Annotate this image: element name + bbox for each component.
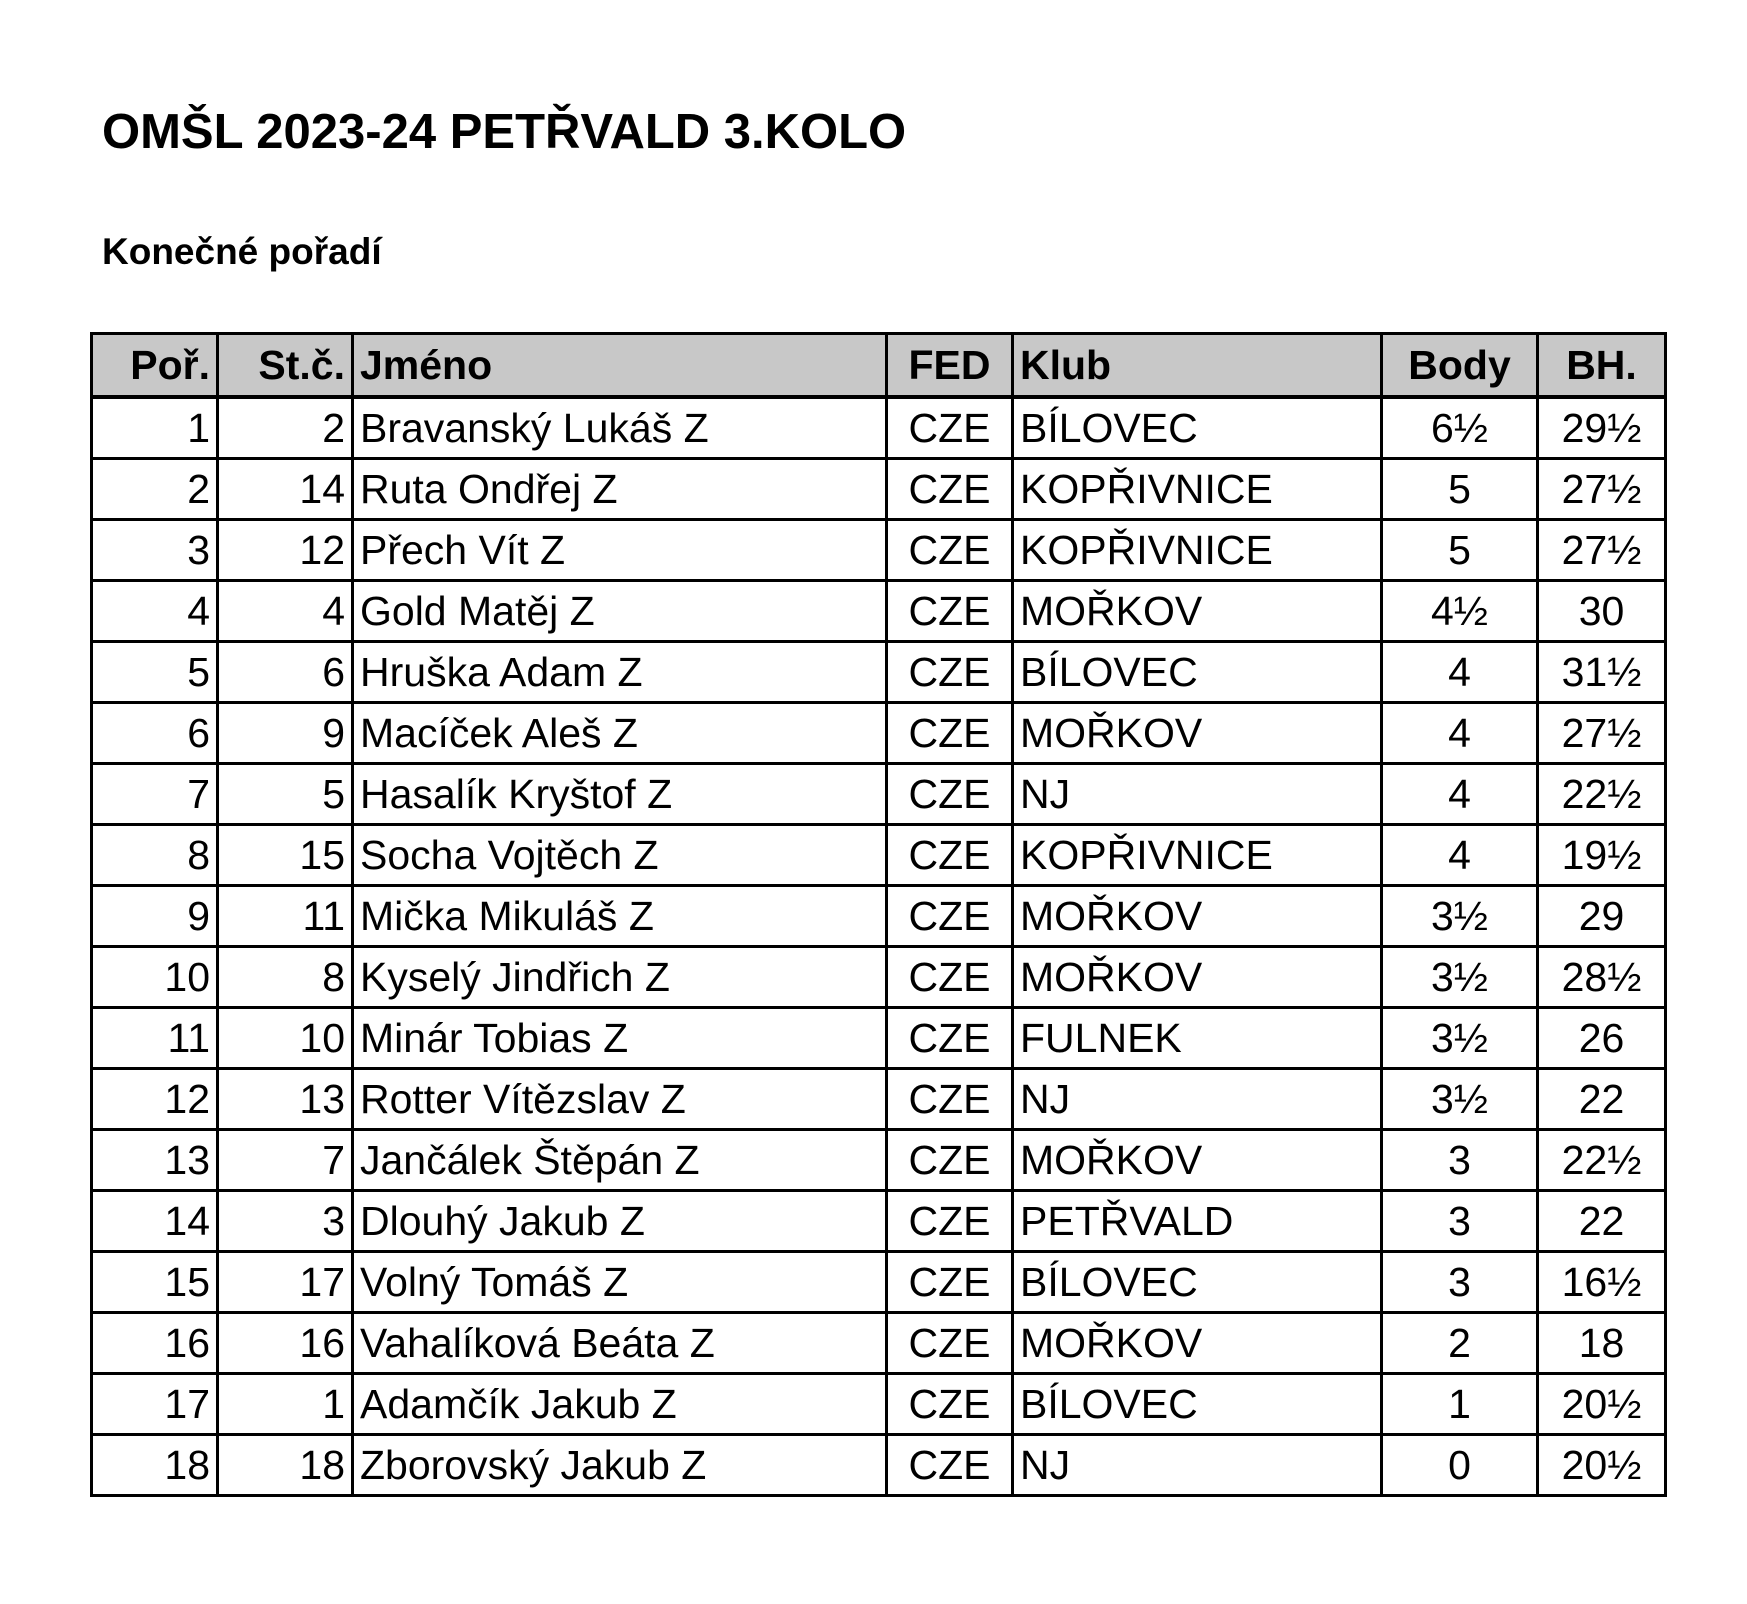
cell-federation: CZE — [887, 1252, 1013, 1313]
cell-federation: CZE — [887, 581, 1013, 642]
cell-rank: 9 — [92, 886, 218, 947]
cell-federation: CZE — [887, 886, 1013, 947]
cell-rank: 8 — [92, 825, 218, 886]
cell-club: MOŘKOV — [1013, 886, 1382, 947]
cell-name: Gold Matěj Z — [353, 581, 887, 642]
cell-name: Zborovský Jakub Z — [353, 1435, 887, 1496]
header-name: Jméno — [353, 334, 887, 398]
cell-start-number: 1 — [218, 1374, 353, 1435]
cell-points: 3 — [1382, 1191, 1538, 1252]
cell-rank: 12 — [92, 1069, 218, 1130]
cell-club: FULNEK — [1013, 1008, 1382, 1069]
cell-start-number: 2 — [218, 397, 353, 459]
cell-points: 4 — [1382, 703, 1538, 764]
cell-start-number: 5 — [218, 764, 353, 825]
cell-name: Macíček Aleš Z — [353, 703, 887, 764]
cell-federation: CZE — [887, 397, 1013, 459]
cell-points: 3 — [1382, 1252, 1538, 1313]
table-row — [92, 1191, 1666, 1252]
cell-rank: 14 — [92, 1191, 218, 1252]
cell-buchholz: 26 — [1538, 1008, 1666, 1069]
cell-name: Dlouhý Jakub Z — [353, 1191, 887, 1252]
cell-buchholz: 28½ — [1538, 947, 1666, 1008]
cell-start-number: 16 — [218, 1313, 353, 1374]
cell-club: MOŘKOV — [1013, 947, 1382, 1008]
cell-start-number: 17 — [218, 1252, 353, 1313]
cell-club: KOPŘIVNICE — [1013, 825, 1382, 886]
cell-club: MOŘKOV — [1013, 581, 1382, 642]
cell-federation: CZE — [887, 825, 1013, 886]
cell-buchholz: 27½ — [1538, 459, 1666, 520]
cell-buchholz: 29½ — [1538, 397, 1666, 459]
cell-name: Vahalíková Beáta Z — [353, 1313, 887, 1374]
cell-name: Jančálek Štěpán Z — [353, 1130, 887, 1191]
cell-start-number: 10 — [218, 1008, 353, 1069]
cell-points: 4 — [1382, 825, 1538, 886]
cell-name: Socha Vojtěch Z — [353, 825, 887, 886]
cell-buchholz: 31½ — [1538, 642, 1666, 703]
cell-points: 6½ — [1382, 397, 1538, 459]
cell-club: NJ — [1013, 764, 1382, 825]
cell-points: 4 — [1382, 642, 1538, 703]
cell-points: 2 — [1382, 1313, 1538, 1374]
cell-points: 3½ — [1382, 1069, 1538, 1130]
cell-buchholz: 20½ — [1538, 1374, 1666, 1435]
cell-rank: 4 — [92, 581, 218, 642]
cell-federation: CZE — [887, 947, 1013, 1008]
cell-federation: CZE — [887, 764, 1013, 825]
table-row — [92, 397, 1666, 459]
cell-federation: CZE — [887, 642, 1013, 703]
cell-federation: CZE — [887, 1374, 1013, 1435]
cell-points: 5 — [1382, 520, 1538, 581]
cell-federation: CZE — [887, 1313, 1013, 1374]
cell-rank: 16 — [92, 1313, 218, 1374]
cell-start-number: 8 — [218, 947, 353, 1008]
cell-club: KOPŘIVNICE — [1013, 520, 1382, 581]
cell-rank: 7 — [92, 764, 218, 825]
cell-rank: 6 — [92, 703, 218, 764]
table-body — [92, 397, 1666, 1496]
table-row — [92, 1069, 1666, 1130]
header-club: Klub — [1013, 334, 1382, 398]
cell-name: Volný Tomáš Z — [353, 1252, 887, 1313]
header-federation: FED — [887, 334, 1013, 398]
cell-club: KOPŘIVNICE — [1013, 459, 1382, 520]
cell-buchholz: 27½ — [1538, 520, 1666, 581]
cell-points: 3½ — [1382, 886, 1538, 947]
cell-start-number: 9 — [218, 703, 353, 764]
table-row — [92, 1252, 1666, 1313]
table-row — [92, 520, 1666, 581]
cell-start-number: 15 — [218, 825, 353, 886]
cell-rank: 18 — [92, 1435, 218, 1496]
cell-club: NJ — [1013, 1069, 1382, 1130]
cell-points: 3½ — [1382, 1008, 1538, 1069]
cell-rank: 11 — [92, 1008, 218, 1069]
table-row — [92, 825, 1666, 886]
table-row — [92, 1313, 1666, 1374]
header-start-number: St.č. — [218, 334, 353, 398]
cell-federation: CZE — [887, 703, 1013, 764]
table-row — [92, 581, 1666, 642]
table-row — [92, 886, 1666, 947]
cell-club: MOŘKOV — [1013, 1313, 1382, 1374]
cell-start-number: 3 — [218, 1191, 353, 1252]
cell-name: Hruška Adam Z — [353, 642, 887, 703]
cell-rank: 2 — [92, 459, 218, 520]
cell-federation: CZE — [887, 1069, 1013, 1130]
cell-club: BÍLOVEC — [1013, 397, 1382, 459]
cell-rank: 15 — [92, 1252, 218, 1313]
table-row — [92, 764, 1666, 825]
cell-start-number: 6 — [218, 642, 353, 703]
cell-buchholz: 22 — [1538, 1191, 1666, 1252]
header-rank: Poř. — [92, 334, 218, 398]
cell-name: Přech Vít Z — [353, 520, 887, 581]
cell-federation: CZE — [887, 1191, 1013, 1252]
cell-points: 4 — [1382, 764, 1538, 825]
cell-name: Rotter Vítězslav Z — [353, 1069, 887, 1130]
cell-start-number: 12 — [218, 520, 353, 581]
cell-federation: CZE — [887, 1130, 1013, 1191]
header-points: Body — [1382, 334, 1538, 398]
document-subtitle: Konečné pořadí — [102, 231, 382, 272]
table-row — [92, 459, 1666, 520]
cell-start-number: 7 — [218, 1130, 353, 1191]
cell-rank: 10 — [92, 947, 218, 1008]
cell-start-number: 14 — [218, 459, 353, 520]
cell-federation: CZE — [887, 520, 1013, 581]
header-buchholz: BH. — [1538, 334, 1666, 398]
table-row — [92, 1374, 1666, 1435]
cell-club: MOŘKOV — [1013, 703, 1382, 764]
cell-buchholz: 18 — [1538, 1313, 1666, 1374]
cell-start-number: 18 — [218, 1435, 353, 1496]
cell-points: 1 — [1382, 1374, 1538, 1435]
table-row — [92, 703, 1666, 764]
cell-buchholz: 16½ — [1538, 1252, 1666, 1313]
cell-club: NJ — [1013, 1435, 1382, 1496]
cell-start-number: 4 — [218, 581, 353, 642]
cell-club: MOŘKOV — [1013, 1130, 1382, 1191]
cell-federation: CZE — [887, 459, 1013, 520]
cell-rank: 13 — [92, 1130, 218, 1191]
cell-rank: 5 — [92, 642, 218, 703]
cell-club: BÍLOVEC — [1013, 1374, 1382, 1435]
cell-buchholz: 30 — [1538, 581, 1666, 642]
cell-rank: 3 — [92, 520, 218, 581]
cell-buchholz: 27½ — [1538, 703, 1666, 764]
table-header-row — [92, 334, 1666, 398]
cell-federation: CZE — [887, 1008, 1013, 1069]
cell-name: Bravanský Lukáš Z — [353, 397, 887, 459]
cell-club: PETŘVALD — [1013, 1191, 1382, 1252]
cell-club: BÍLOVEC — [1013, 1252, 1382, 1313]
cell-buchholz: 22½ — [1538, 764, 1666, 825]
cell-buchholz: 22½ — [1538, 1130, 1666, 1191]
cell-buchholz: 22 — [1538, 1069, 1666, 1130]
table-row — [92, 1435, 1666, 1496]
cell-name: Kyselý Jindřich Z — [353, 947, 887, 1008]
cell-points: 3 — [1382, 1130, 1538, 1191]
standings-table-container — [90, 332, 1667, 1497]
table-row — [92, 1130, 1666, 1191]
cell-points: 5 — [1382, 459, 1538, 520]
cell-federation: CZE — [887, 1435, 1013, 1496]
cell-start-number: 13 — [218, 1069, 353, 1130]
cell-name: Minár Tobias Z — [353, 1008, 887, 1069]
table-row — [92, 947, 1666, 1008]
cell-start-number: 11 — [218, 886, 353, 947]
table-row — [92, 642, 1666, 703]
cell-rank: 17 — [92, 1374, 218, 1435]
document-title: OMŠL 2023-24 PETŘVALD 3.KOLO — [102, 105, 907, 159]
cell-points: 0 — [1382, 1435, 1538, 1496]
cell-name: Adamčík Jakub Z — [353, 1374, 887, 1435]
standings-table — [90, 332, 1667, 1497]
table-row — [92, 1008, 1666, 1069]
cell-name: Ruta Ondřej Z — [353, 459, 887, 520]
cell-buchholz: 20½ — [1538, 1435, 1666, 1496]
cell-points: 4½ — [1382, 581, 1538, 642]
cell-name: Mička Mikuláš Z — [353, 886, 887, 947]
cell-buchholz: 29 — [1538, 886, 1666, 947]
cell-club: BÍLOVEC — [1013, 642, 1382, 703]
cell-rank: 1 — [92, 397, 218, 459]
cell-points: 3½ — [1382, 947, 1538, 1008]
cell-buchholz: 19½ — [1538, 825, 1666, 886]
cell-name: Hasalík Kryštof Z — [353, 764, 887, 825]
